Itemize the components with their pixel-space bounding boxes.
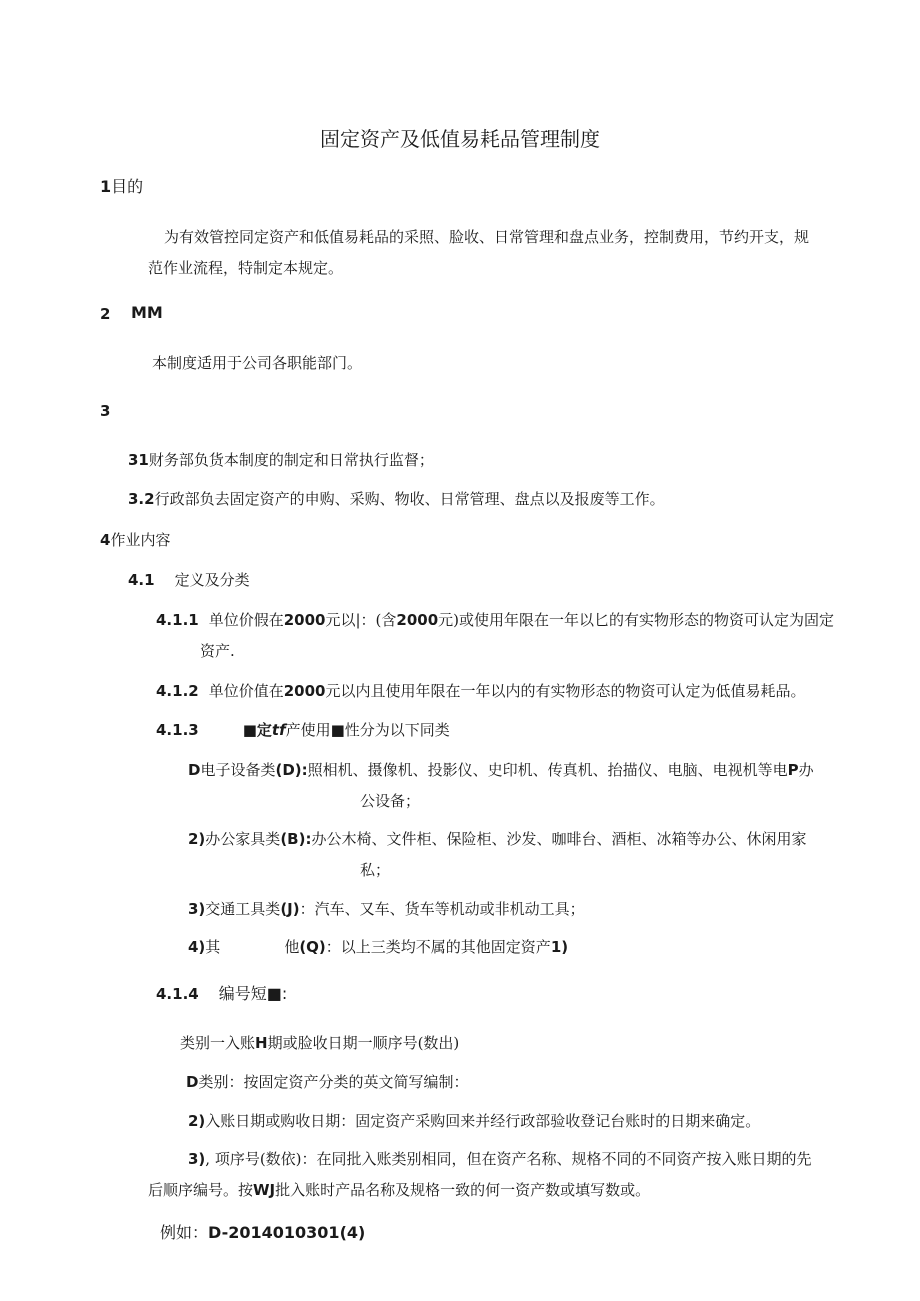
code-rule-3-line-1: 3), 项序号(数依)：在同批入账类别相同，但在资产名称、规格不同的不同资产按入账日期的先 — [188, 1150, 812, 1168]
code-rule-3-line-2: 后顺序编号。按WJ批入账时产品名称及规格一致的何一资产数或填写数或。 — [148, 1181, 651, 1199]
section-1-heading — [100, 177, 143, 197]
section-1-paragraph-line-1: 为有效管控同定资产和低值易耗品的采照、脸收、日常管理和盘点业务，控制费用，节约开支，规 — [164, 228, 810, 246]
example-line: 例如：D-2014010301(4) — [160, 1223, 366, 1242]
section-2-title: MM — [131, 303, 163, 322]
section-2-paragraph: 本制度适用于公司各职能部门。 — [152, 354, 363, 372]
section-4-1-4-heading: 4.1.4 编号短■: — [156, 984, 288, 1003]
category-4: 4)其 他(Q)：以上三类均不属的其他固定资产1) — [188, 938, 569, 956]
section-1-title: 目的 — [111, 177, 144, 196]
section-4-1-3-heading: 4.1.3 ■定tf产使用■性分为以下同类 — [156, 721, 450, 739]
section-3-item-2: 3.2行政部负去固定资产的申购、采购、物收、日常管理、盘点以及报废等工作。 — [128, 490, 665, 508]
section-4-1-1-line-2: 资产. — [200, 642, 235, 660]
document-title: 固定资产及低值易耗品管理制度 — [320, 127, 600, 151]
section-2-number: 2 — [100, 305, 111, 323]
code-format: 类别一入账H期或脸收日期一顺序号(数出) — [180, 1034, 460, 1052]
section-4-1-1-line-1: 4.1.1 单位价假在2000元以|：(含2000元)或使用年限在一年以匕的有实物形态的物资可认定为固定 — [156, 611, 834, 629]
code-rule-1: D类别：按固定资产分类的英文简写编制： — [186, 1073, 469, 1091]
category-1-line-2: 公设备； — [360, 792, 421, 810]
section-1-number: 1 — [100, 177, 112, 196]
category-3: 3)交通工具类(J)：汽车、又车、货车等机动或非机动工具； — [188, 900, 585, 918]
section-1-paragraph-line-2: 范作业流程，特制定本规定。 — [148, 259, 344, 277]
section-4-1-heading: 4.1 定义及分类 — [128, 571, 250, 589]
section-4-1-2: 4.1.2 单位价值在2000元以内且使用年限在一年以内的有实物形态的物资可认定为低值易耗品。 — [156, 682, 806, 700]
category-1-line-1: D电子设备类(D):照相机、摄像机、投影仪、史印机、传真机、抬描仪、电脑、电视机等电P办 — [188, 761, 814, 779]
code-rule-2: 2)入账日期或购收日期：固定资产采购回来并经行政部验收登记台账时的日期来确定。 — [188, 1112, 761, 1130]
section-4-heading: 4作业内容 — [100, 531, 171, 549]
section-3-item-1: 31财务部负货本制度的制定和日常执行监督； — [128, 451, 434, 469]
section-3-number: 3 — [100, 402, 111, 420]
category-2-line-1: 2)办公家具类(B):办公木椅、文件柜、保险柜、沙发、咖啡台、酒柜、冰箱等办公、休闲用家 — [188, 830, 807, 848]
category-2-line-2: 私； — [360, 861, 391, 879]
